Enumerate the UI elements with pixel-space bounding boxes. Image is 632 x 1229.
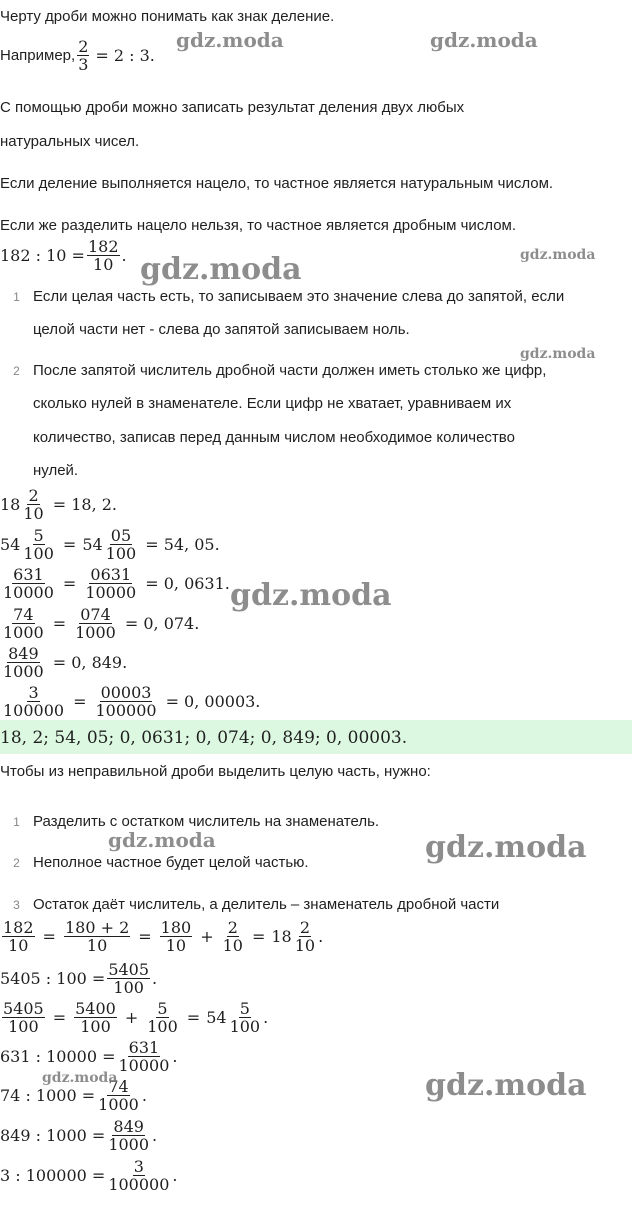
fraction <box>118 1039 171 1074</box>
watermark: gdz.moda <box>520 346 596 362</box>
fraction <box>2 919 35 954</box>
text-line: натуральных чисел. <box>0 133 140 150</box>
improper-row: $\frac{182}{10}$ = $\frac{180 + 2}{10}$ = $\frac{180}{10}$ + $\frac{2}{10}$ = 18 $\frac{2}{10}$ . <box>3 918 324 955</box>
example-label: Например, <box>0 47 76 64</box>
numerator: 74 <box>13 605 34 624</box>
denominator: 10 <box>165 936 187 955</box>
denominator: 10 <box>23 504 44 523</box>
denominator: 100 <box>23 544 54 563</box>
denominator: 10 <box>222 936 243 955</box>
numerator: 2 <box>227 918 238 937</box>
plus-sign: + <box>200 927 214 946</box>
example-rest: = 2 : 3. <box>95 46 155 65</box>
numerator: 180 <box>160 918 192 937</box>
division-lhs: 182 : 10 = <box>0 246 85 265</box>
improper-row: 3 : 100000 = $\frac{3}{100000}$ . <box>0 1157 178 1194</box>
conversion-row <box>0 487 123 522</box>
text-line: Если же разделить нацело нельзя, то частное является дробным числом. <box>0 217 517 234</box>
text-line: С помощью дроби можно записать результат деления двух любых <box>0 99 465 116</box>
denominator: 100000 <box>3 701 65 720</box>
improper-row: 849 : 1000 = $\frac{849}{1000}$ . <box>0 1117 158 1154</box>
fraction <box>22 527 55 562</box>
example-line <box>0 38 155 73</box>
numerator: 631 <box>13 565 44 584</box>
denominator: 100 <box>113 978 144 997</box>
fraction <box>222 919 244 954</box>
numerator: 5 <box>157 999 168 1018</box>
division-example <box>0 238 127 273</box>
fraction <box>107 1118 150 1153</box>
denominator: 100000 <box>95 701 157 720</box>
watermark: gdz.moda <box>520 247 596 263</box>
denominator: 1000 <box>98 1095 139 1114</box>
improper-row: 5405 : 100 = $\frac{5405}{100}$ . <box>0 960 158 997</box>
result: = 0, 849. <box>52 653 128 672</box>
list-text: сколько нулей в знаменателе. Если цифр не хватает, уравниваем их <box>33 395 512 412</box>
fraction <box>64 919 130 954</box>
list-item-cont <box>0 421 515 454</box>
fraction <box>107 1158 170 1193</box>
fraction <box>229 1000 262 1035</box>
fraction <box>22 487 44 522</box>
fraction <box>77 38 89 73</box>
denominator: 10000 <box>3 583 54 602</box>
fraction <box>94 684 157 719</box>
list-text: Разделить с остатком числитель на знаменатель. <box>33 813 380 830</box>
fraction <box>2 1000 45 1035</box>
numerator: 3 <box>28 683 39 702</box>
list-number: 1 <box>13 290 20 304</box>
denominator: 10 <box>86 936 108 955</box>
denominator: 1000 <box>108 1135 150 1154</box>
denominator: 100 <box>105 544 137 563</box>
numerator: 5405 <box>3 999 44 1018</box>
whole-part: 54 <box>0 535 21 554</box>
numerator: 182 <box>3 918 34 937</box>
denominator: 10000 <box>85 583 137 602</box>
result: = 0, 0631. <box>145 574 230 593</box>
numerator: 180 + 2 <box>64 918 130 937</box>
fraction <box>2 566 55 601</box>
numerator: 2 <box>28 486 39 505</box>
fraction <box>84 566 137 601</box>
fraction <box>2 684 65 719</box>
list-number: 3 <box>13 898 20 912</box>
conversion-row: $\frac{3}{100000}$ = $\frac{00003}{100000}$ = 0, 00003. <box>3 683 261 720</box>
numerator: 05 <box>110 526 132 545</box>
numerator: 3 <box>133 1157 144 1176</box>
denominator: 100 <box>229 1017 261 1036</box>
list-text: количество, записав перед данным числом необходимое количество <box>33 429 515 446</box>
list-item-cont <box>0 454 78 487</box>
division-lhs: 74 : 1000 = <box>0 1086 96 1105</box>
fraction <box>87 238 120 273</box>
text-line: Черту дроби можно понимать как знак деление. <box>0 8 335 25</box>
denominator: 10 <box>294 936 316 955</box>
numerator: 5 <box>33 526 44 545</box>
denominator: 100 <box>80 1017 111 1036</box>
watermark: gdz.moda <box>176 28 284 52</box>
list-number: 2 <box>13 856 20 870</box>
denominator: 10 <box>8 936 29 955</box>
improper-row: 74 : 1000 = $\frac{74}{1000}$ . <box>0 1077 147 1114</box>
fraction <box>2 606 45 641</box>
numerator: 631 <box>128 1038 160 1057</box>
numerator: 5405 <box>108 960 150 979</box>
numerator: 074 <box>80 605 111 624</box>
division-lhs: 631 : 10000 = <box>0 1047 116 1066</box>
watermark: gdz.moda <box>430 28 538 52</box>
list-text: нулей. <box>33 462 79 479</box>
numerator: 2 <box>78 37 89 56</box>
fraction <box>74 606 117 641</box>
list-text: целой части нет - слева до запятой записываем ноль. <box>33 321 410 338</box>
list-item <box>0 888 499 922</box>
numerator: 849 <box>8 644 39 663</box>
list-text: Если целая часть есть, то записываем это значение слева до запятой, если <box>33 288 565 305</box>
fraction <box>2 645 45 680</box>
list-text: После запятой числитель дробной части должен иметь столько же цифр, <box>33 362 547 379</box>
list-number: 1 <box>13 815 20 829</box>
result: = 54, 05. <box>145 535 220 554</box>
denominator: 1000 <box>75 623 116 642</box>
list-number: 2 <box>13 364 20 378</box>
division-lhs: 849 : 1000 = <box>0 1126 106 1145</box>
fraction <box>146 1000 179 1035</box>
list-item-cont <box>0 313 410 346</box>
denominator: 100 <box>8 1017 39 1036</box>
list-text: Неполное частное будет целой частью. <box>33 854 309 871</box>
numerator: 00003 <box>100 683 152 702</box>
watermark: gdz.moda <box>140 252 302 287</box>
denominator: 100000 <box>108 1175 170 1194</box>
plus-sign: + <box>124 1008 139 1027</box>
numerator: 5400 <box>75 999 116 1018</box>
text-line: Чтобы из неправильной дроби выделить целую часть, нужно: <box>0 763 431 780</box>
division-lhs: 5405 : 100 = <box>0 969 106 988</box>
numerator: 2 <box>299 918 310 937</box>
fraction <box>105 527 138 562</box>
denominator: 3 <box>78 55 89 74</box>
improper-row: $\frac{5405}{100}$ = $\frac{5400}{100}$ + $\frac{5}{100}$ = 54 $\frac{5}{100}$ . <box>3 999 269 1036</box>
numerator: 849 <box>113 1117 144 1136</box>
whole-part: 18 <box>0 495 21 514</box>
numerator: 0631 <box>90 565 132 584</box>
numerator: 74 <box>108 1077 129 1096</box>
denominator: 10 <box>93 255 114 274</box>
conversion-row <box>0 645 133 680</box>
result: = 0, 00003. <box>165 692 261 711</box>
list-text: Остаток даёт числитель, а делитель – знаменатель дробной части <box>33 896 500 913</box>
list-item-cont <box>0 387 511 420</box>
result: = 0, 074. <box>124 614 200 633</box>
list-item <box>0 354 546 388</box>
conversion-row: $\frac{631}{10000}$ = $\frac{0631}{10000}$ = 0, 0631. <box>3 565 230 602</box>
period: . <box>121 246 127 265</box>
improper-row: 631 : 10000 = $\frac{631}{10000}$ . <box>0 1038 178 1075</box>
denominator: 10000 <box>118 1056 170 1075</box>
fraction <box>74 1000 117 1035</box>
watermark: gdz.moda <box>425 1068 587 1103</box>
watermark: gdz.moda <box>230 578 392 613</box>
numerator: 5 <box>239 999 250 1018</box>
denominator: 1000 <box>3 623 44 642</box>
fraction <box>160 919 193 954</box>
fraction <box>294 919 316 954</box>
watermark: gdz.moda <box>42 1070 118 1086</box>
whole-part: 54 <box>82 535 103 554</box>
text-line: Если деление выполняется нацело, то частное является натуральным числом. <box>0 175 554 192</box>
conversion-row: $\frac{74}{1000}$ = $\frac{074}{1000}$ = 0, 074. <box>3 605 200 642</box>
result: = 18, 2. <box>52 495 118 514</box>
division-lhs: 3 : 100000 = <box>0 1166 106 1185</box>
numerator: 182 <box>87 237 119 256</box>
watermark: gdz.moda <box>425 830 587 865</box>
conversion-row: 54 $\frac{5}{100}$ = 54 $\frac{05}{100}$ = 54, 05. <box>0 526 220 563</box>
whole-part: 54 <box>206 1008 227 1027</box>
denominator: 1000 <box>3 662 44 681</box>
answer-line: 18, 2; 54, 05; 0, 0631; 0, 074; 0, 849; 0, 00003. <box>0 728 408 748</box>
denominator: 100 <box>147 1017 178 1036</box>
whole-part: 18 <box>271 927 292 946</box>
watermark: gdz.moda <box>108 828 216 852</box>
fraction <box>107 961 150 996</box>
